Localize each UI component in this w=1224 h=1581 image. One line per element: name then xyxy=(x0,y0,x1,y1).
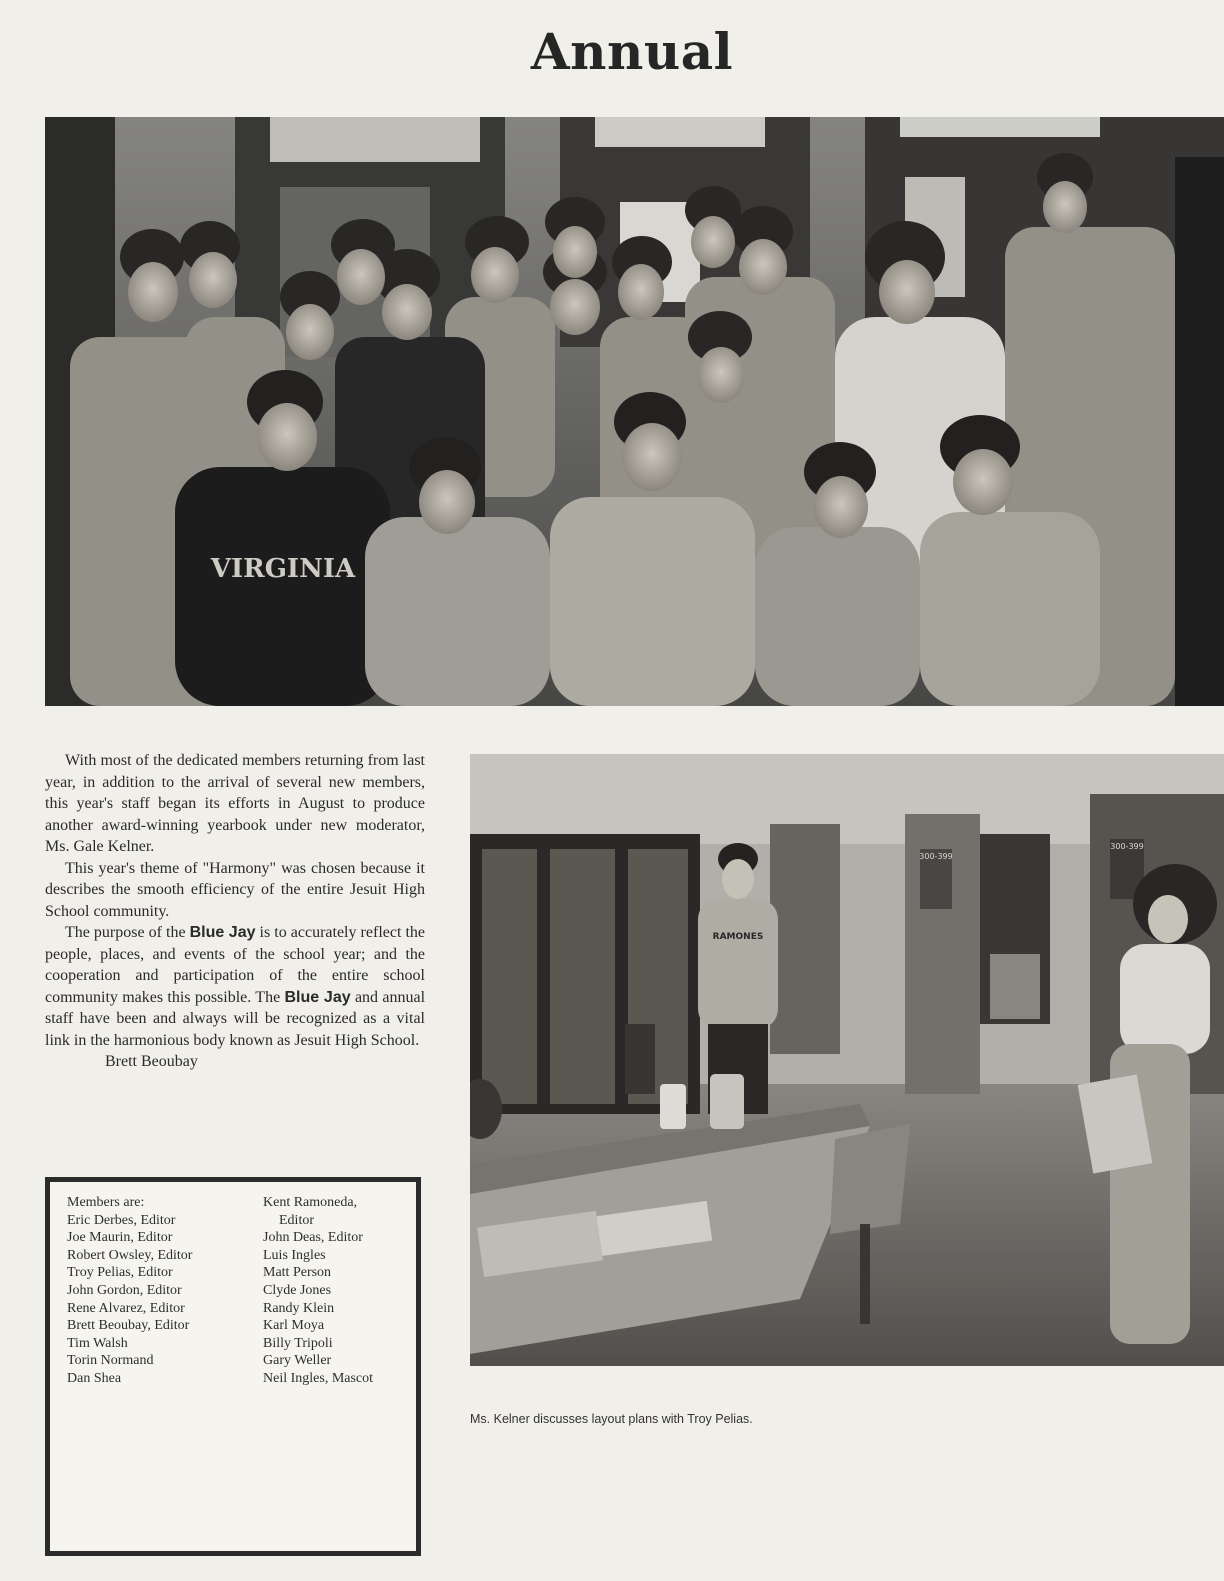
article-text xyxy=(45,750,425,1073)
paragraph-3-part-c: and annual staff have been and always will be recognized as a vital link in the harmonious body known as Jesuit High School. xyxy=(45,988,426,1049)
member-entry: Matt Person xyxy=(263,1265,332,1281)
sweatshirt-text: VIRGINIA xyxy=(210,554,356,584)
staff-photo-image xyxy=(470,754,1224,1366)
members-box xyxy=(45,1177,421,1556)
photo-caption: Ms. Kelner discusses layout plans with Troy Pelias. xyxy=(470,1412,753,1426)
paragraph-3-part-a: The purpose of the xyxy=(65,924,190,941)
member-entry: Joe Maurin, Editor xyxy=(67,1230,173,1246)
paragraph-1: With most of the dedicated members returning from last year, in addition to the arrival of several new members, this year's staff began its efforts in August to produce another award-winning yearbook under new moderator, Ms. Gale Kelner. xyxy=(45,752,425,855)
author-signature: Brett Beoubay xyxy=(105,1053,198,1070)
paragraph-3-part-b: is to accurately reflect the people, places, and events of the school year; and the cooperation and participation of the entire school community makes this possible. The xyxy=(45,924,426,1006)
blue-jay-name: Blue Jay xyxy=(189,924,256,941)
blue-jay-name: Blue Jay xyxy=(284,988,351,1006)
member-entry: Luis Ingles xyxy=(263,1247,326,1263)
member-entry: Robert Owsley, Editor xyxy=(67,1247,193,1263)
paragraph-2: This year's theme of "Harmony" was chosen because it describes the smooth efficiency of the entire Jesuit High School community. xyxy=(45,859,425,920)
shelf-sign-right: 300-399 xyxy=(1110,842,1144,851)
group-photo xyxy=(45,117,1224,706)
member-entry: Troy Pelias, Editor xyxy=(67,1265,173,1281)
members-list-left xyxy=(67,1194,192,1388)
member-entry: Karl Moya xyxy=(263,1318,325,1334)
members-list-right xyxy=(263,1194,373,1388)
member-entry: Members are: xyxy=(67,1195,145,1210)
member-entry: Billy Tripoli xyxy=(263,1335,333,1351)
member-entry: Dan Shea xyxy=(67,1370,122,1386)
member-entry: Randy Klein xyxy=(263,1300,335,1316)
staff-photo xyxy=(470,754,1224,1366)
member-entry: Torin Normand xyxy=(67,1353,154,1369)
member-entry: Eric Derbes, Editor xyxy=(67,1212,176,1228)
paragraph-3 xyxy=(45,922,425,1051)
member-entry: Rene Alvarez, Editor xyxy=(67,1300,185,1316)
member-entry: John Gordon, Editor xyxy=(67,1282,182,1298)
page-title: Annual xyxy=(530,22,734,81)
shirt-text: RAMONES xyxy=(712,932,764,942)
member-entry: Clyde Jones xyxy=(263,1282,332,1298)
shelf-sign-left: 300-399 xyxy=(919,852,953,861)
member-entry: Neil Ingles, Mascot xyxy=(263,1370,374,1386)
member-entry: John Deas, Editor xyxy=(263,1230,363,1246)
member-entry: Tim Walsh xyxy=(67,1335,128,1351)
member-entry: Gary Weller xyxy=(263,1353,332,1369)
member-entry: Kent Ramoneda, xyxy=(263,1195,358,1210)
member-entry: Brett Beoubay, Editor xyxy=(67,1318,190,1334)
member-entry: Editor xyxy=(279,1212,314,1228)
group-photo-image xyxy=(45,117,1224,706)
